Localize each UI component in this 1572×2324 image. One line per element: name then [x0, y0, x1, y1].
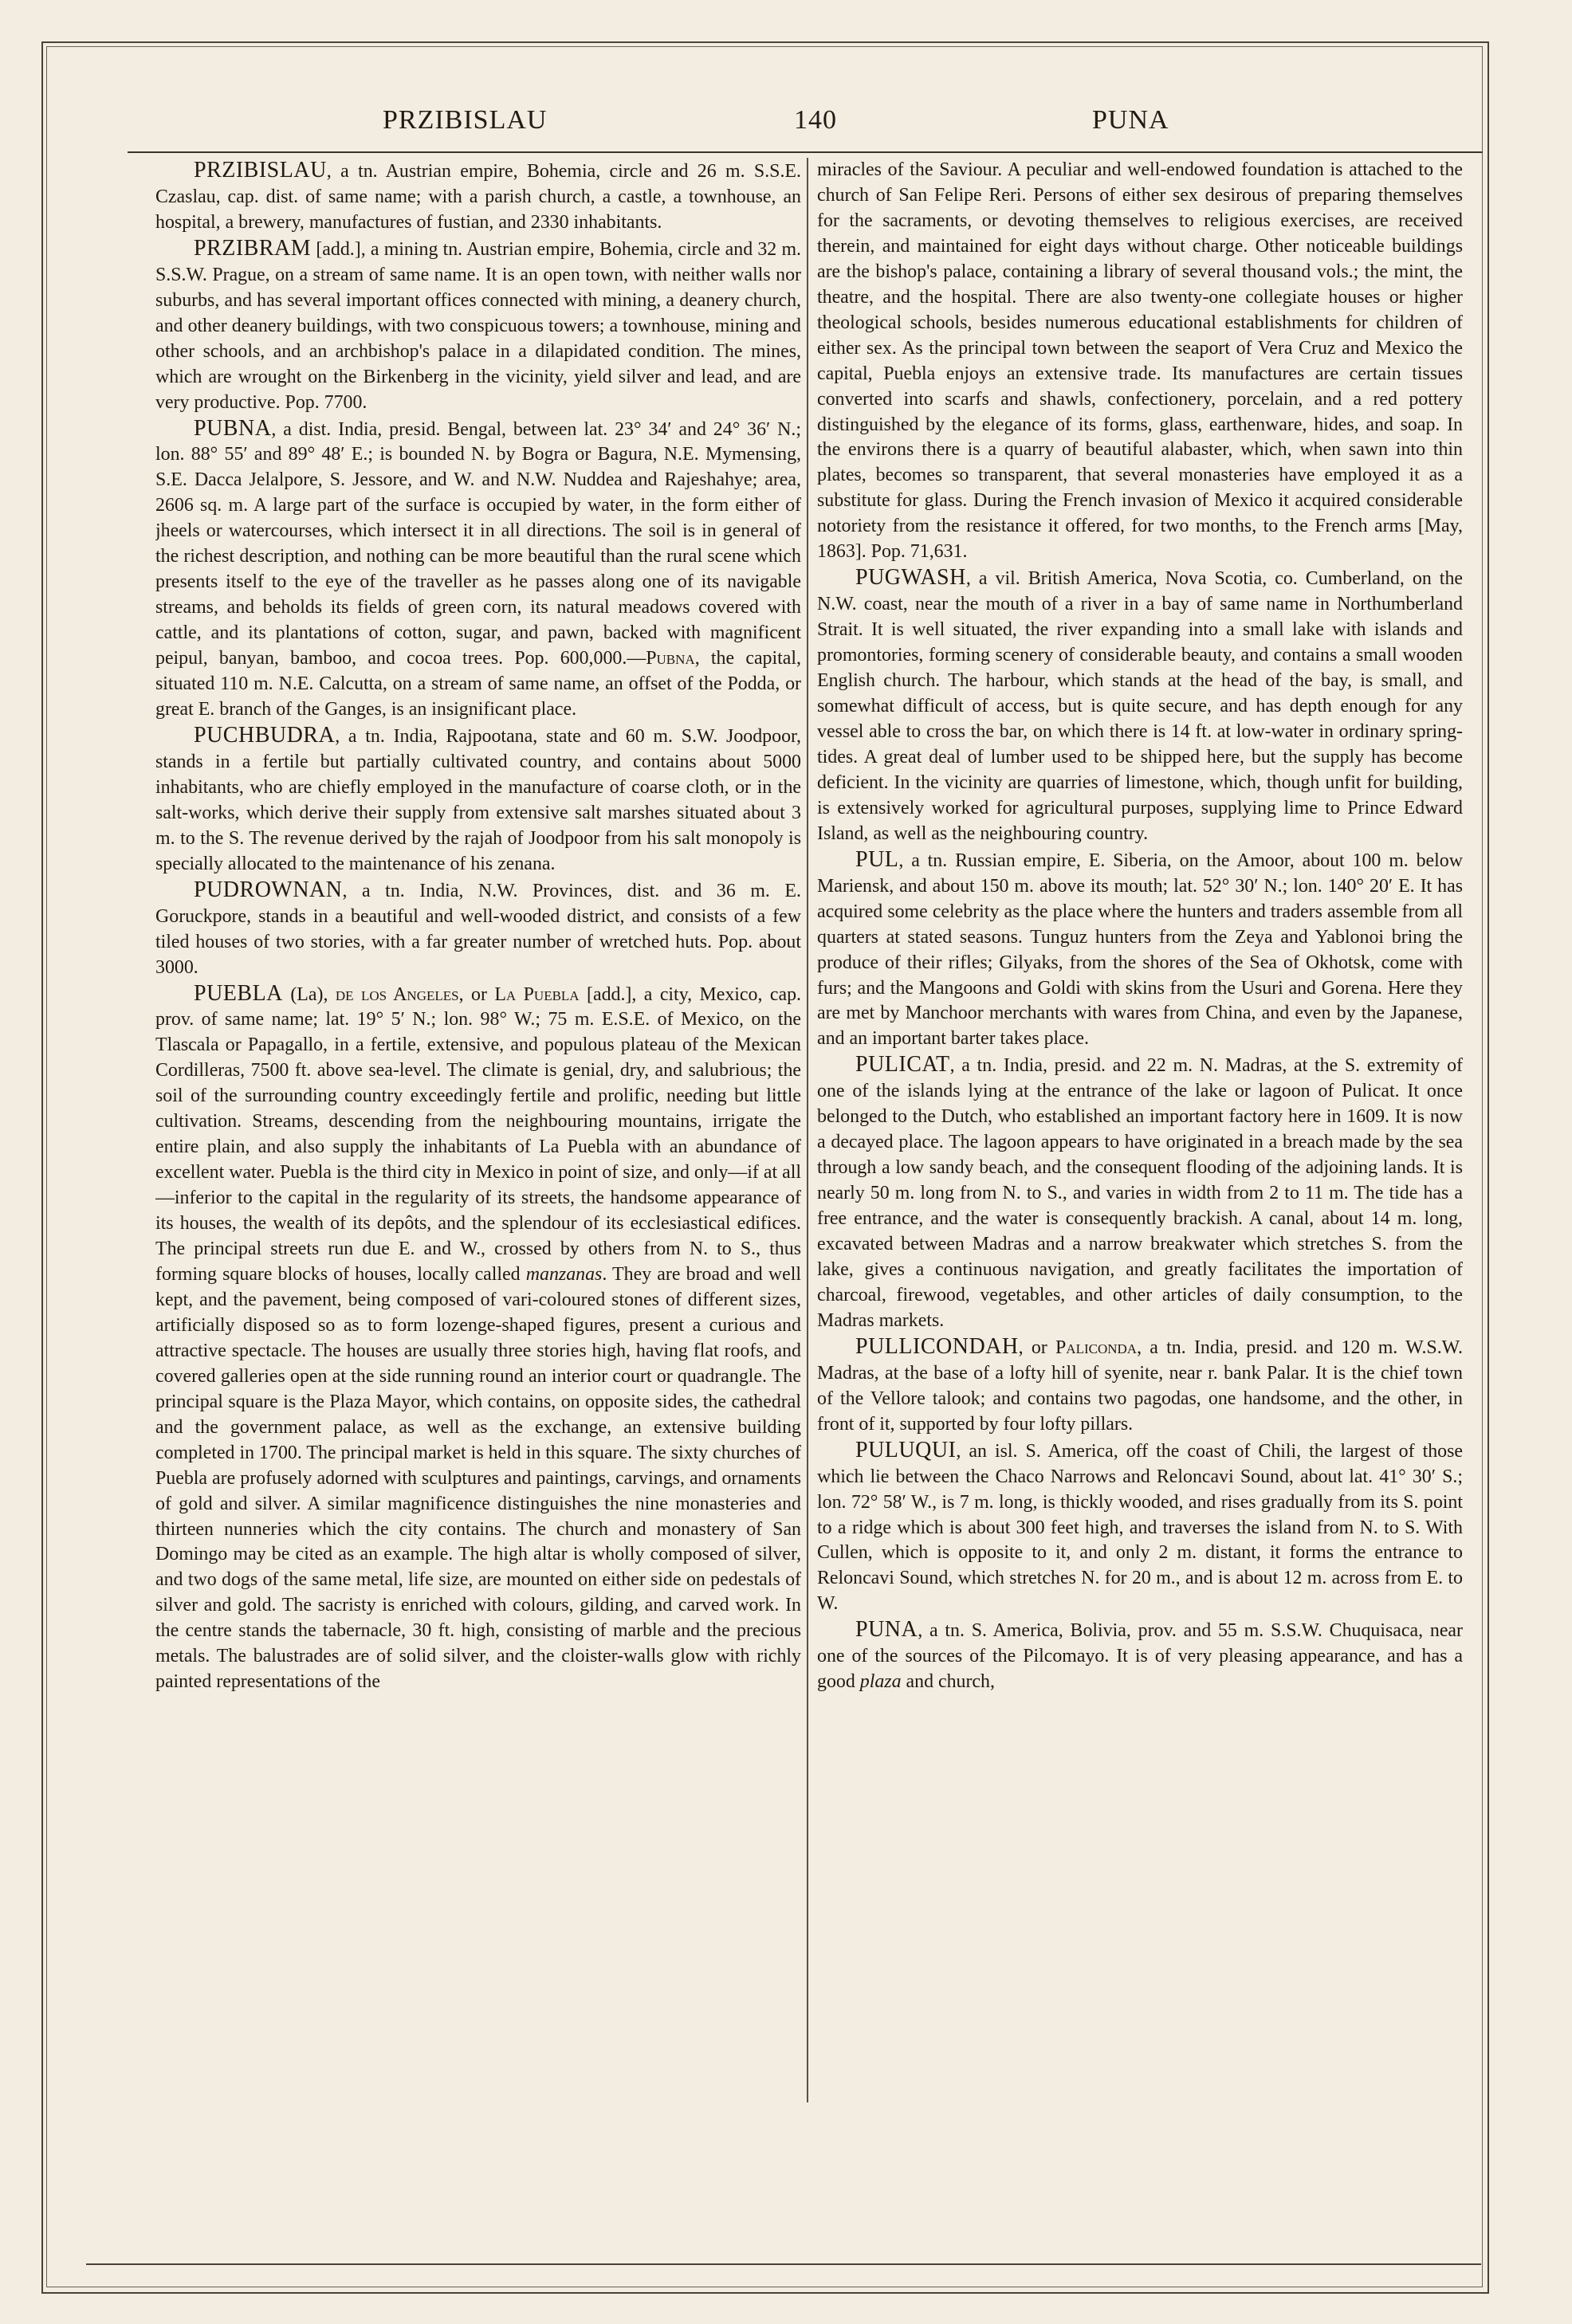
entry-body: , a dist. India, presid. Bengal, between lat. 23° 34′ and 24° 36′ N.; lon. 88° 55′ and 89° 48′ E.; is bounded N. by Bogra or Bagura, N.E. Mymensing, S.E. Dacca Jelalpore, S. Jessore, and W. and N.W. Nuddea and Rajeshahye; area, 2606 sq. m. A large part of the surface is occupied by water, in the form either of jheels or watercourses, which intersect it in all directions. The soil is in general of the richest description, and nothing can be more beautiful than the rural scene which presents itself to the eye of the traveller as he passes along one of its navigable streams, and beholds its fields of green corn, its natural meadows covered with cattle, and its plantations of cotton, sugar, and pawn, backed with magnificent peipul, banyan, bamboo, and cocoa trees. Pop. 600,000.—: [155, 418, 801, 669]
entry-pul: [817, 847, 1463, 1053]
entry-subhead: de los Angeles: [335, 983, 459, 1005]
entry-pubna: [155, 416, 801, 723]
left-column: [155, 158, 801, 2230]
entry-puebla: [155, 981, 801, 1696]
entry-body-tail: , the capital, situated 110 m. N.E. Calcutta, on a stream of same name, an offset of the Podda, or great E. branch of the Ganges, is an insignificant place.: [155, 648, 801, 720]
entry-body: , a tn. Austrian empire, Bohemia, circle and 26 m. S.S.E. Czaslau, cap. dist. of same name; with a parish church, a castle, a townhouse, an hospital, a brewery, manufactures of fustian, and 2330 inhabitants.: [155, 161, 801, 233]
entry-body: [add.], a mining tn. Austrian empire, Bohemia, circle and 32 m. S.S.W. Prague, on a stream of same name. It is an open town, with neither walls nor suburbs, and has several important offices connected with mining, a deanery church, and other deanery buildings, with two conspicuous towers; a townhouse, mining and other schools, and an archbishop's palace in a dilapidated condition. The mines, which are wrought on the Birkenberg in the vicinity, yield silver and lead, and are very productive. Pop. 7700.: [155, 238, 801, 413]
entry-pulicat: [817, 1052, 1463, 1333]
entry-body: , an isl. S. America, off the coast of Chili, the largest of those which lie between the Chaco Narrows and Reloncavi Sound, about lat. 41° 30′ S.; lon. 72° 58′ W., is 7 m. long, is thickly wooded, and rises gradually from its S. point to a ridge which is about 300 feet high, and traverses the island from N. to S. With Cullen, which is opposite to it, and only 2 m. distant, it forms the entrance to Reloncavi Sound, which stretches N. for 20 m., and is about 12 m. across from E. to W.: [817, 1440, 1463, 1615]
entry-headword: PRZIBISLAU: [194, 158, 327, 183]
entry-puna: [817, 1617, 1463, 1695]
entry-body-tail: and church,: [901, 1671, 995, 1693]
entry-headword: PRZIBRAM: [194, 235, 312, 261]
entry-body-tail: [add.], a city, Mexico, cap. prov. of same name; lat. 19° 5′ N.; lon. 98° W.; 75 m. E.S.E. of Mexico, on the Tlascala or Papagallo, in a fertile, extensive, and populous plateau of the Mexican Cordilleras, 7500 ft. above sea-level. The climate is genial, dry, and salubrious; the soil of the surrounding country exceedingly fertile and prolific, needing but little cultivation. Streams, descending from the neighbouring mountains, irrigate the entire plain, and also supply the inhabitants of La Puebla with an abundance of excellent water. Puebla is the third city in Mexico in point of size, and only—if at all—inferior to the capital in the regularity of its streets, the handsome appearance of its houses, the wealth of its depôts, and the splendour of its ecclesiastical edifices. The principal streets run due E. and W., crossed by others from N. to S., thus forming square blocks of houses, locally called: [155, 983, 801, 1285]
entry-body-tail-2: . They are broad and well kept, and the pavement, being composed of vari-coloured stones of different sizes, artificially disposed so as to form lozenge-shaped figures, present a curious and attractive spectacle. The houses are usually three stories high, having flat roofs, and covered galleries open at the side running round an interior court or quadrangle. The principal square is the Plaza Mayor, which contains, on opposite sides, the cathedral and the government palace, as well as the exchange, an extensive building completed in 1700. The principal market is held in this square. The sixty churches of Puebla are profusely adorned with sculptures and paintings, carvings, and ornaments of gold and silver. A similar magnificence distinguishes the nine monasteries and thirteen nunneries which the city contains. The church and monastery of San Domingo may be cited as an example. The high altar is wholly composed of silver, and two dogs of the same metal, life size, are mounted on either side on pedestals of silver and gold. The sacristy is enriched with colours, gilding, and carved work. In the centre stands the tabernacle, 30 ft. high, consisting of marble and the precious metals. The balustrades are of solid silver, and the cloister-walls glow with richly painted representations of the: [155, 1263, 801, 1693]
entry-przibram: [155, 236, 801, 416]
column-divider: [807, 158, 808, 2102]
entry-italic-term: plaza: [859, 1671, 902, 1693]
entry-headword: PUCHBUDRA: [194, 722, 336, 748]
entry-puchbudra: [155, 723, 801, 877]
entry-body: , a tn. India, Rajpootana, state and 60 m. S.W. Joodpoor, stands in a fertile but partially cultivated country, and contains about 5000 inhabitants, who are chiefly employed in the manufacture of coarse cloth, or in the salt-works, which derive their supply from extensive salt marshes situated about 3 m. to the S. The revenue derived by the rajah of Joodpoor from his salt monopoly is specially allocated to the maintenance of his zenana.: [155, 725, 801, 874]
entry-subhead-2: La Puebla: [494, 983, 580, 1005]
entry-body: , a tn. India, presid. and 22 m. N. Madras, at the S. extremity of one of the islands lying at the entrance of the lake or lagoon of Pulicat. It once belonged to the Dutch, who established an important factory here in 1609. It is now a decayed place. The lagoon appears to have originated in a breach made by the sea through a low sandy beach, and the consequent flooding of the adjoining lands. It is nearly 50 m. long from N. to S., and varies in width from 2 to 11 m. The tide has a free entrance, and the water is consequently brackish. A canal, about 14 m. long, excavated between Madras and a narrow breakwater which stretches S. from the lake, gives a continuous navigation, and greatly facilitates the importation of charcoal, firewood, vegetables, and other articles of daily consumption, to the Madras markets.: [817, 1055, 1463, 1331]
footer-rule: [86, 2263, 1481, 2265]
entry-headword: PUL: [855, 846, 899, 872]
entry-puebla-continuation: miracles of the Saviour. A peculiar and well-endowed foundation is attached to the church of San Felipe Reri. Persons of either sex desirous of preparing themselves for the sacraments, or devoting themselves to religious exercises, are received therein, and maintained for eight days without charge. Other noticeable buildings are the bishop's palace, containing a library of several thousand vols.; the mint, the theatre, and the hospital. There are also twenty-one collegiate houses or higher theological schools, besides numerous educational establishments for children of either sex. As the principal town between the seaport of Vera Cruz and Mexico the capital, Puebla enjoys an extensive trade. Its manufactures are certain tissues converted into scarfs and shawls, confectionery, porcelain, and a red pottery distinguished by the elegance of its forms, glass, earthenware, hides, and soap. In the environs there is a quarry of beautiful alabaster, which, when sawn into thin plates, becomes so transparent, that several monasteries have employed it as a substitute for glass. During the French invasion of Mexico it acquired considerable notoriety from the resistance it offered, for two months, to the French arms [May, 1863]. Pop. 71,631.: [817, 159, 1463, 563]
entry-body: , a vil. British America, Nova Scotia, co. Cumberland, on the N.W. coast, near the mouth of a river in a bay of same name in Northumberland Strait. It is well situated, the river expanding into a small lake with islands and promontories, forming scenery of considerable beauty, and contains a small wooden English church. The harbour, which stands at the head of the bay, is small, and somewhat difficult of access, but is quite secure, and has depth enough for any vessel able to cross the bar, on which there is 14 ft. at low-water in ordinary spring-tides. A great deal of lumber used to be shipped here, but the supply has become deficient. In the vicinity are quarries of limestone, which, though unfit for building, is extensively worked for agricultural purposes, supplying lime to Prince Edward Island, as well as the neighbouring country.: [817, 568, 1463, 844]
header-left-title: PRZIBISLAU: [383, 105, 548, 135]
entry-headword: PULUQUI: [855, 1437, 957, 1462]
entry-headword: PULLICONDAH: [855, 1333, 1019, 1359]
entry-subhead: Pubna: [646, 648, 695, 669]
entry-body: , a tn. India, N.W. Provinces, dist. and 36 m. E. Goruckpore, stands in a beautiful and well-wooded district, and consists of a few tiled houses of two stories, with a far greater number of wretched huts. Pop. about 3000.: [155, 880, 801, 978]
entry-pugwash: [817, 565, 1463, 846]
entry-puluqui: [817, 1438, 1463, 1618]
entry-pudrownan: [155, 877, 801, 981]
entry-body: , or: [1018, 1337, 1055, 1358]
running-header: [128, 105, 1483, 145]
entry-headword: PUGWASH: [855, 565, 966, 591]
entry-italic-term: manzanas: [525, 1263, 603, 1285]
entry-przibislau: [155, 158, 801, 236]
entry-headword: PUBNA: [194, 415, 272, 441]
entry-body-mid: , or: [458, 983, 495, 1005]
entry-headword: PUNA: [855, 1617, 918, 1643]
entry-headword: PUEBLA: [194, 980, 283, 1006]
entry-headword: PULICAT: [855, 1052, 950, 1078]
entry-subhead: Paliconda: [1055, 1337, 1138, 1358]
entry-headword: PUDROWNAN: [194, 877, 343, 902]
entry-body-tail: , a tn. India, presid. and 120 m. W.S.W. Madras, at the base of a lofty hill of syenite, near r. bank Palar. It is the chief town of the Vellore talook; and contains two pagodas, one handsome, and the other, in front of it, supported by four lofty pillars.: [817, 1337, 1463, 1435]
entry-body: (La),: [282, 983, 336, 1005]
entry-body: , a tn. S. America, Bolivia, prov. and 55 m. S.S.W. Chuquisaca, near one of the sources of the Pilcomayo. It is of very pleasing appearance, and has a good: [817, 1620, 1463, 1693]
page-number: 140: [794, 105, 837, 135]
header-rule: [128, 151, 1483, 153]
entry-pullicondah: [817, 1334, 1463, 1438]
entry-body: , a tn. Russian empire, E. Siberia, on the Amoor, about 100 m. below Mariensk, and about 150 m. above its mouth; lat. 52° 30′ N.; lon. 140° 20′ E. It has acquired some celebrity as the place where the hunters and traders assemble from all quarters at stated seasons. Tunguz hunters from the Zeya and Yablonoi bring the produce of their rifles; Gilyaks, from the shores of the Sea of Okhotsk, come with furs; and the Mangoons and Goldi with skins from the Usuri and Gorena. Here they are met by Manchoor merchants with wares from China, and even by the Japanese, and an important barter takes place.: [817, 850, 1463, 1050]
header-right-title: PUNA: [1092, 105, 1169, 135]
right-column: [817, 158, 1463, 2230]
